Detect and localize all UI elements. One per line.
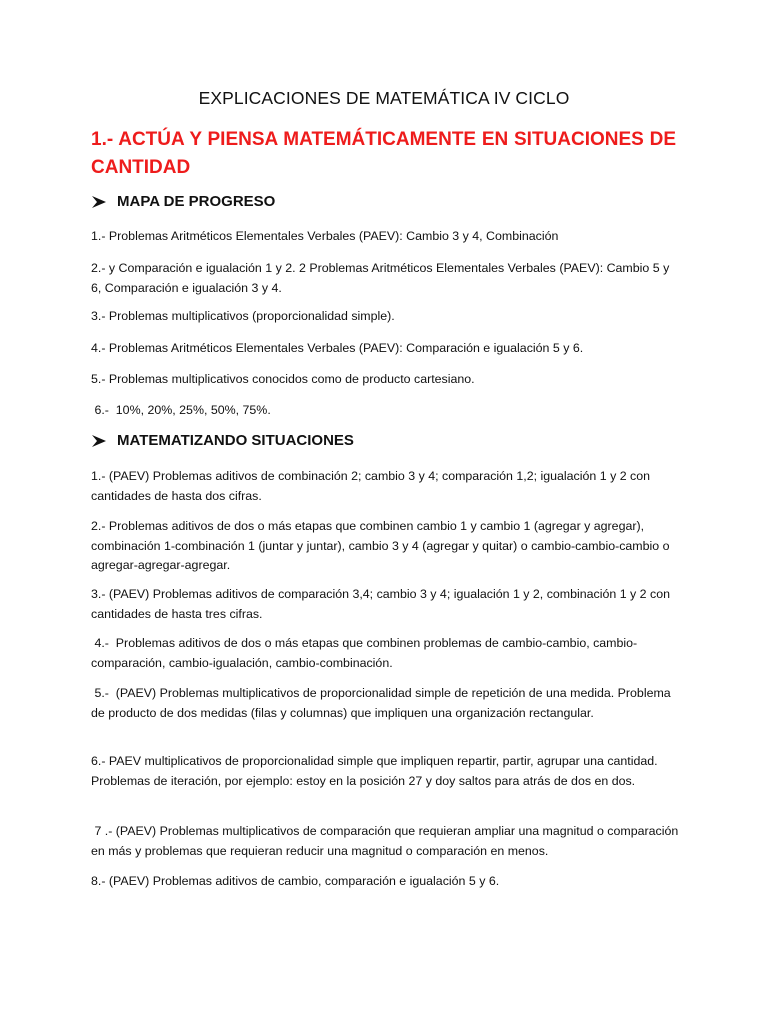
matematizando-item-3: 3.- (PAEV) Problemas aditivos de comparación 3,4; cambio 3 y 4; igualación 1 y 2, combinación 1 y 2 con cantidades de hasta tres cifras. [91,587,670,621]
mapa-item-3: 3.- Problemas multiplicativos (proporcionalidad simple). [91,309,395,323]
mapa-item-4: 4.- Problemas Aritméticos Elementales Verbales (PAEV): Comparación e igualación 5 y 6. [91,341,584,355]
mapa-item-6: 6.- 10%, 20%, 25%, 50%, 75%. [91,403,271,417]
mapa-heading: MAPA DE PROGRESO [117,193,276,210]
matematizando-item-4: 4.- Problemas aditivos de dos o más etapas que combinen problemas de cambio-cambio, cambio-comparación, cambio-igualación, cambio-combinación. [91,636,638,670]
matematizando-heading-row [91,432,354,449]
matematizando-item-2: 2.- Problemas aditivos de dos o más etapas que combinen cambio 1 y cambio 1 (agregar y agregar), combinación 1-combinación 1 (juntar y juntar), cambio 3 y 4 (agregar y quitar) o cambio-cambio-cambio o agregar-agregar-agregar. [91,519,670,572]
mapa-item-2: 2.- y Comparación e igualación 1 y 2. 2 Problemas Aritméticos Elementales Verbales (PAEV): Cambio 5 y 6, Comparación e igualación 3 y 4. [91,261,670,295]
matematizando-heading: MATEMATIZANDO SITUACIONES [117,432,354,449]
arrowhead-bullet-icon [91,195,107,209]
matematizando-item-7: 7 .- (PAEV) Problemas multiplicativos de comparación que requieran ampliar una magnitud o comparación en más y problemas que requieran reducir una magnitud o comparación en menos. [91,824,682,858]
document-title: EXPLICACIONES DE MATEMÁTICA IV CICLO [198,88,570,108]
section-title: 1.- ACTÚA Y PIENSA MATEMÁTICAMENTE EN SITUACIONES DE CANTIDAD [91,129,676,178]
mapa-item-1: 1.- Problemas Aritméticos Elementales Verbales (PAEV): Cambio 3 y 4, Combinación [91,229,559,243]
matematizando-item-1: 1.- (PAEV) Problemas aditivos de combinación 2; cambio 3 y 4; comparación 1,2; igualación 1 y 2 con cantidades de hasta dos cifras. [91,469,651,503]
mapa-heading-row [91,193,275,210]
mapa-item-5: 5.- Problemas multiplicativos conocidos como de producto cartesiano. [91,372,475,386]
matematizando-item-8: 8.- (PAEV) Problemas aditivos de cambio, comparación e igualación 5 y 6. [91,874,500,888]
matematizando-item-6: 6.- PAEV multiplicativos de proporcionalidad simple que impliquen repartir, partir, agrupar una cantidad. Problemas de iteración, por ejemplo: estoy en la posición 27 y doy saltos para atrás de dos en dos. [91,754,658,788]
arrowhead-bullet-icon [91,434,107,448]
matematizando-item-5: 5.- (PAEV) Problemas multiplicativos de proporcionalidad simple de repetición de una medida. Problema de producto de dos medidas (filas y columnas) que impliquen una organización rectangular. [91,686,675,720]
